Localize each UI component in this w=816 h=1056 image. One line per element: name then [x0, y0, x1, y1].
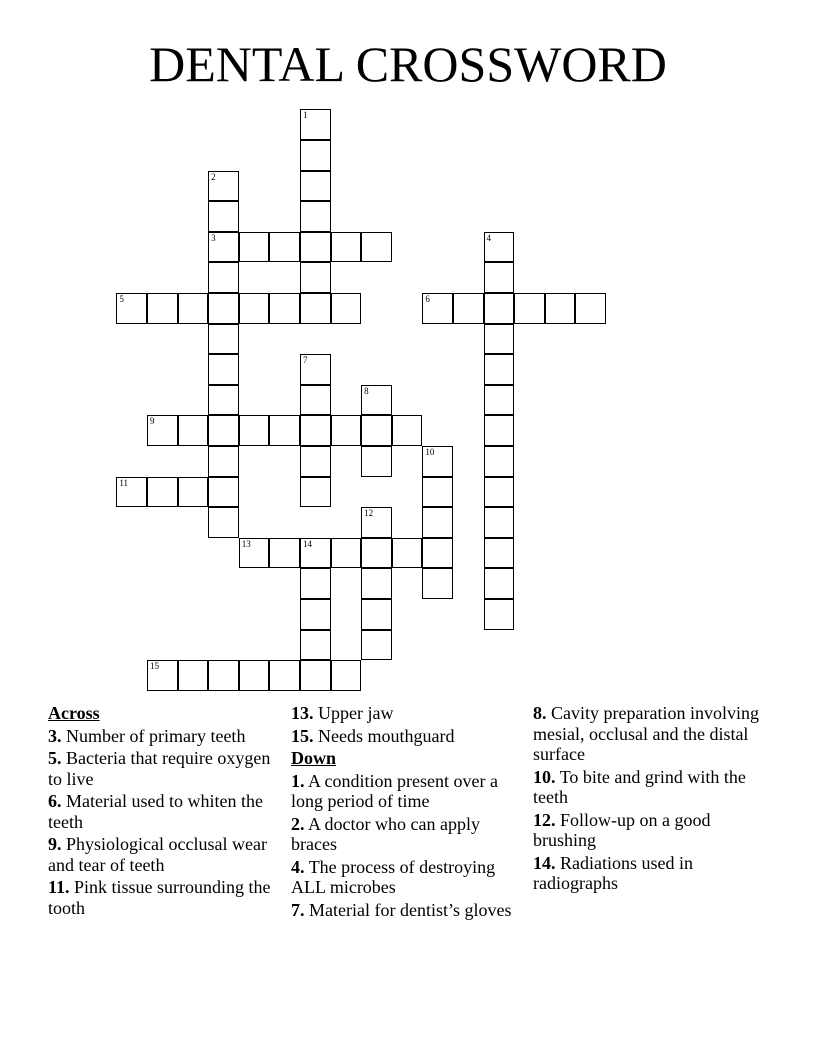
clue-across: [291, 726, 521, 747]
grid-cell[interactable]: [147, 660, 178, 691]
grid-cell[interactable]: [300, 293, 331, 324]
cell-number: 14: [302, 538, 312, 549]
grid-cell[interactable]: [208, 446, 239, 477]
clue-text: Cavity preparation involving mesial, occlusal and the distal surface: [533, 703, 759, 764]
grid-cell[interactable]: [300, 630, 331, 661]
cell-number: 10: [425, 446, 435, 457]
clue-text: Physiological occlusal wear and tear of teeth: [48, 834, 267, 875]
grid-cell[interactable]: [361, 232, 392, 263]
clue-column-1: [48, 703, 278, 920]
grid-cell[interactable]: [422, 538, 453, 569]
grid-cell[interactable]: [422, 477, 453, 508]
cell-number: 11: [119, 477, 129, 488]
grid-cell[interactable]: [422, 568, 453, 599]
grid-cell[interactable]: [147, 293, 178, 324]
grid-cell[interactable]: [300, 415, 331, 446]
grid-cell[interactable]: [392, 538, 423, 569]
grid-cell[interactable]: [361, 630, 392, 661]
clue-number: 9.: [48, 834, 62, 854]
grid-cell[interactable]: [484, 385, 515, 416]
grid-cell[interactable]: [239, 660, 270, 691]
clue-across: [48, 726, 278, 747]
grid-cell[interactable]: [484, 232, 515, 263]
grid-cell[interactable]: [484, 568, 515, 599]
grid-cell[interactable]: [178, 477, 209, 508]
clue-across: [291, 703, 521, 724]
clue-down: [291, 771, 521, 812]
grid-cell[interactable]: [269, 293, 300, 324]
cell-number: 12: [364, 508, 374, 519]
grid-cell[interactable]: [361, 599, 392, 630]
clue-down: [291, 814, 521, 855]
clue-number: 10.: [533, 766, 556, 787]
clue-text: A doctor who can apply braces: [291, 813, 480, 854]
grid-cell[interactable]: [116, 477, 147, 508]
clue-text: A condition present over a long period of time: [291, 770, 498, 811]
grid-cell[interactable]: [331, 293, 362, 324]
grid-cell[interactable]: [300, 201, 331, 232]
grid-cell[interactable]: [300, 354, 331, 385]
cell-number: 7: [302, 355, 308, 366]
grid-cell[interactable]: [208, 232, 239, 263]
cell-number: 9: [149, 416, 155, 427]
clue-column-3: [533, 703, 768, 896]
clue-number: 13.: [291, 703, 314, 723]
clue-down: [291, 857, 521, 898]
grid-cell[interactable]: [484, 415, 515, 446]
clue-text: Bacteria that require oxygen to live: [48, 748, 271, 789]
grid-cell[interactable]: [361, 446, 392, 477]
grid-cell[interactable]: [300, 446, 331, 477]
grid-cell[interactable]: [300, 385, 331, 416]
grid-cell[interactable]: [178, 660, 209, 691]
grid-cell[interactable]: [545, 293, 576, 324]
cell-number: 15: [149, 661, 159, 672]
grid-cell[interactable]: [422, 446, 453, 477]
grid-cell[interactable]: [300, 660, 331, 691]
clue-number: 14.: [533, 852, 556, 873]
clue-across: [48, 791, 278, 832]
clue-text: The process of destroying ALL microbes: [291, 856, 496, 897]
grid-cell[interactable]: [453, 293, 484, 324]
grid-cell[interactable]: [208, 477, 239, 508]
clue-number: 3.: [48, 725, 62, 746]
page-title: DENTAL CROSSWORD: [149, 36, 667, 92]
clue-number: 5.: [48, 748, 62, 768]
clue-number: 1.: [291, 770, 305, 791]
clue-text: Number of primary teeth: [66, 725, 246, 746]
grid-cell[interactable]: [361, 538, 392, 569]
grid-cell[interactable]: [208, 324, 239, 355]
grid-cell[interactable]: [422, 293, 453, 324]
grid-cell[interactable]: [178, 293, 209, 324]
cell-number: 8: [364, 385, 369, 396]
grid-cell[interactable]: [300, 538, 331, 569]
grid-cell[interactable]: [392, 415, 423, 446]
clue-down: [533, 767, 768, 808]
grid-cell[interactable]: [269, 538, 300, 569]
clue-column-2: [291, 703, 521, 922]
cell-number: 3: [211, 232, 216, 243]
cell-number: 13: [241, 538, 251, 549]
clue-down: [291, 900, 521, 921]
cell-number: 6: [425, 293, 430, 304]
grid-cell[interactable]: [239, 293, 270, 324]
clue-down: [533, 853, 768, 894]
clue-number: 11.: [48, 877, 70, 897]
grid-cell[interactable]: [484, 538, 515, 569]
across-heading: Across: [48, 703, 100, 723]
grid-cell[interactable]: [514, 293, 545, 324]
grid-cell[interactable]: [208, 293, 239, 324]
grid-cell[interactable]: [484, 446, 515, 477]
clue-across: [48, 834, 278, 875]
grid-cell[interactable]: [147, 477, 178, 508]
clue-text: Material for dentist’s gloves: [309, 899, 512, 920]
grid-cell[interactable]: [269, 415, 300, 446]
clue-down: [533, 703, 768, 765]
clue-number: 15.: [291, 725, 314, 746]
grid-cell[interactable]: [575, 293, 606, 324]
grid-cell[interactable]: [208, 201, 239, 232]
grid-cell[interactable]: [300, 599, 331, 630]
clue-number: 7.: [291, 899, 305, 920]
grid-cell[interactable]: [300, 262, 331, 293]
grid-cell[interactable]: [484, 477, 515, 508]
clue-text: Radiations used in radiographs: [533, 852, 693, 893]
grid-cell[interactable]: [300, 140, 331, 171]
grid-cell[interactable]: [300, 171, 331, 202]
grid-cell[interactable]: [147, 415, 178, 446]
grid-cell[interactable]: [208, 385, 239, 416]
grid-cell[interactable]: [361, 415, 392, 446]
clue-text: Pink tissue surrounding the tooth: [48, 877, 271, 918]
grid-cell[interactable]: [269, 232, 300, 263]
grid-cell[interactable]: [361, 385, 392, 416]
cell-number: 5: [119, 293, 124, 304]
clue-number: 6.: [48, 791, 62, 811]
grid-cell[interactable]: [484, 507, 515, 538]
grid-cell[interactable]: [239, 232, 270, 263]
grid-cell[interactable]: [331, 232, 362, 263]
grid-cell[interactable]: [239, 415, 270, 446]
grid-cell[interactable]: [361, 507, 392, 538]
grid-cell[interactable]: [331, 538, 362, 569]
grid-cell[interactable]: [300, 477, 331, 508]
clue-across: [48, 748, 278, 789]
grid-cell[interactable]: [331, 415, 362, 446]
grid-cell[interactable]: [300, 109, 331, 140]
cell-number: 1: [302, 110, 308, 121]
grid-cell[interactable]: [300, 232, 331, 263]
cell-number: 4: [486, 232, 492, 243]
clue-text: Upper jaw: [318, 703, 394, 723]
grid-cell[interactable]: [239, 538, 270, 569]
clue-number: 2.: [291, 813, 305, 834]
grid-cell[interactable]: [116, 293, 147, 324]
grid-cell[interactable]: [484, 293, 515, 324]
grid-cell[interactable]: [484, 599, 515, 630]
grid-cell[interactable]: [484, 262, 515, 293]
clue-across: [48, 877, 278, 918]
grid-cell[interactable]: [208, 415, 239, 446]
grid-cell[interactable]: [269, 660, 300, 691]
grid-cell[interactable]: [178, 415, 209, 446]
clue-number: 12.: [533, 809, 556, 830]
clue-down: [533, 810, 768, 851]
grid-cell[interactable]: [331, 660, 362, 691]
grid-cell[interactable]: [300, 568, 331, 599]
grid-cell[interactable]: [361, 568, 392, 599]
clue-number: 4.: [291, 856, 305, 877]
grid-cell[interactable]: [484, 354, 515, 385]
clue-text: Material used to whiten the teeth: [48, 791, 263, 832]
cell-number: 2: [211, 171, 216, 182]
grid-cell[interactable]: [422, 507, 453, 538]
clue-text: Needs mouthguard: [318, 725, 455, 746]
grid-cell[interactable]: [484, 324, 515, 355]
clue-text: To bite and grind with the teeth: [533, 766, 746, 807]
grid-cell[interactable]: [208, 507, 239, 538]
grid-cell[interactable]: [208, 660, 239, 691]
clue-number: 8.: [533, 703, 547, 723]
clue-text: Follow-up on a good brushing: [533, 809, 711, 850]
grid-cell[interactable]: [208, 171, 239, 202]
grid-cell[interactable]: [208, 354, 239, 385]
down-heading: Down: [291, 748, 337, 768]
grid-cell[interactable]: [208, 262, 239, 293]
